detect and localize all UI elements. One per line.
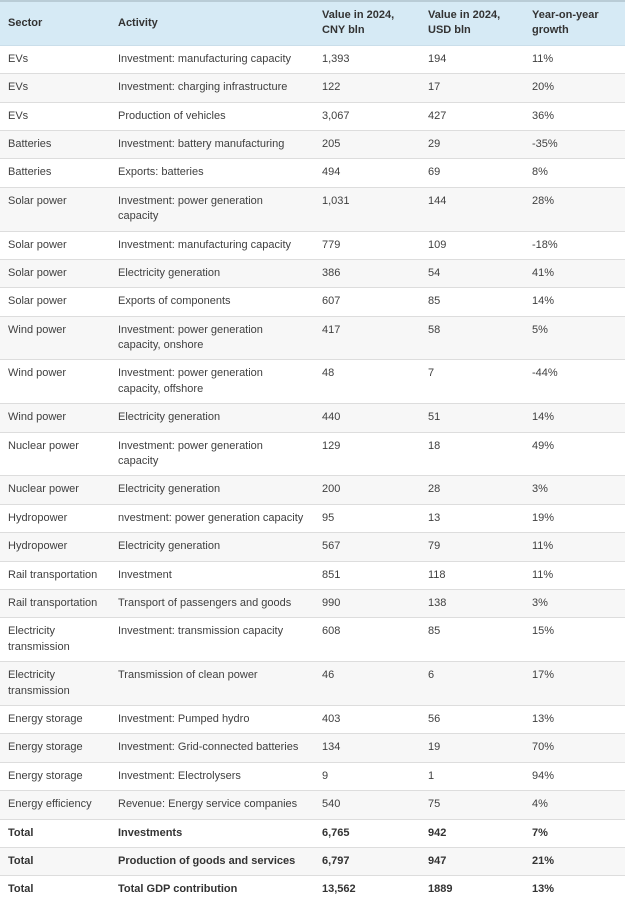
col-header-value-cny: Value in 2024, CNY bln: [314, 1, 420, 45]
cell-activity: Investment: battery manufacturing: [110, 130, 314, 158]
cell-activity: Investment: manufacturing capacity: [118, 52, 292, 65]
cell-sector: Electricity transmission: [0, 618, 110, 662]
cell-sector: Energy storage: [0, 762, 110, 790]
cell-activity: Investment: Electrolysers: [110, 762, 314, 790]
cell-value-cny: 540: [314, 791, 420, 819]
cell-yoy-growth: 11%: [532, 52, 554, 65]
cell-value-cny: 403: [314, 705, 420, 733]
cell-yoy-growth: 3%: [524, 476, 625, 504]
cell-value-cny: 129: [314, 432, 420, 476]
cell-activity: Transmission of clean power: [110, 662, 314, 706]
cell-activity: Revenue: Energy service companies: [110, 791, 314, 819]
cell-yoy-growth: 13%: [524, 705, 625, 733]
cell-value-cny: 851: [314, 561, 420, 589]
cell-sector: EVs: [8, 52, 29, 65]
cell-activity: Investments: [110, 819, 314, 847]
cell-activity: Transport of passengers and goods: [110, 589, 314, 617]
table-row: [0, 259, 625, 287]
cell-activity: Investment: Grid-connected batteries: [110, 734, 314, 762]
cell-value-usd: 18: [420, 432, 524, 476]
cell-value-usd: 144: [420, 187, 524, 231]
cell-value-cny: 46: [314, 662, 420, 706]
cell-yoy-growth: 14%: [524, 288, 625, 316]
cell-yoy-growth: 14%: [524, 404, 625, 432]
cell-sector: Solar power: [0, 187, 110, 231]
total-row: [0, 819, 625, 847]
cell-value-cny: 200: [314, 476, 420, 504]
cell-sector: EVs: [0, 74, 110, 102]
cell-activity: Investment: power generation capacity: [110, 432, 314, 476]
cell-yoy-growth: 94%: [524, 762, 625, 790]
cell-sector: Rail transportation: [0, 589, 110, 617]
cell-yoy-growth: 11%: [524, 561, 625, 589]
cell-value-usd: 194: [428, 52, 447, 65]
cell-value-cny: 990: [314, 589, 420, 617]
table-row: [0, 432, 625, 476]
cell-sector: Nuclear power: [0, 432, 110, 476]
cell-yoy-growth: 17%: [524, 662, 625, 706]
cell-yoy-growth: 3%: [524, 589, 625, 617]
cell-yoy-growth: -35%: [524, 130, 625, 158]
table-row: [0, 533, 625, 561]
cell-yoy-growth: 41%: [524, 259, 625, 287]
cell-value-usd: 85: [420, 288, 524, 316]
table-row: [0, 130, 625, 158]
cell-yoy-growth: 13%: [524, 876, 625, 904]
cell-sector: Wind power: [0, 404, 110, 432]
cell-value-usd: 79: [420, 533, 524, 561]
cell-yoy-growth: 4%: [524, 791, 625, 819]
cell-activity: Production of vehicles: [110, 102, 314, 130]
cell-value-cny: 417: [314, 316, 420, 360]
table-row: [0, 589, 625, 617]
col-header-sector: Sector: [0, 1, 110, 45]
cell-activity: Investment: transmission capacity: [110, 618, 314, 662]
cell-value-cny: 9: [314, 762, 420, 790]
table-body: [0, 45, 625, 903]
col-header-yoy-growth: Year-on-year growth: [524, 1, 625, 45]
cell-sector: Energy efficiency: [0, 791, 110, 819]
cell-value-cny: 95: [314, 504, 420, 532]
cell-activity: Production of goods and services: [110, 847, 314, 875]
cell-value-cny: 779: [314, 231, 420, 259]
cell-yoy-growth: 28%: [524, 187, 625, 231]
cell-value-cny: 607: [314, 288, 420, 316]
cell-value-cny: 567: [314, 533, 420, 561]
table-row: [0, 159, 625, 187]
cell-activity: Investment: [110, 561, 314, 589]
cell-value-usd: 427: [420, 102, 524, 130]
cell-value-usd: 17: [420, 74, 524, 102]
cell-value-cny: 1,393: [322, 52, 350, 65]
cell-sector: Total: [0, 847, 110, 875]
cell-value-usd: 942: [420, 819, 524, 847]
table-row: [0, 45, 625, 73]
cell-yoy-growth: 21%: [524, 847, 625, 875]
table-row: [0, 561, 625, 589]
cell-value-cny: 3,067: [314, 102, 420, 130]
cell-sector: Solar power: [0, 231, 110, 259]
cell-activity: Electricity generation: [110, 404, 314, 432]
cell-value-cny: 494: [314, 159, 420, 187]
cell-value-cny: 440: [314, 404, 420, 432]
cell-value-usd: 1889: [420, 876, 524, 904]
cell-activity: Investment: manufacturing capacity: [110, 231, 314, 259]
cell-activity: Investment: power generation capacity, onshore: [110, 316, 314, 360]
cell-activity: Electricity generation: [110, 533, 314, 561]
cell-sector: Energy storage: [0, 734, 110, 762]
cell-sector: Solar power: [0, 259, 110, 287]
cell-yoy-growth: 15%: [524, 618, 625, 662]
cell-value-usd: 58: [420, 316, 524, 360]
table-row: [0, 231, 625, 259]
cell-sector: Hydropower: [0, 504, 110, 532]
cell-value-usd: 69: [420, 159, 524, 187]
cell-value-cny: 13,562: [314, 876, 420, 904]
cell-sector: Batteries: [0, 159, 110, 187]
cell-sector: Electricity transmission: [0, 662, 110, 706]
total-row: [0, 876, 625, 904]
table-row: [0, 74, 625, 102]
cell-yoy-growth: -44%: [524, 360, 625, 404]
cell-sector: Wind power: [0, 316, 110, 360]
cell-activity: Investment: Pumped hydro: [110, 705, 314, 733]
cell-activity: nvestment: power generation capacity: [110, 504, 314, 532]
table-header: [0, 1, 625, 45]
col-header-value-usd: Value in 2024, USD bln: [420, 1, 524, 45]
cell-value-cny: 608: [314, 618, 420, 662]
cell-value-usd: 138: [420, 589, 524, 617]
cell-value-usd: 947: [420, 847, 524, 875]
cell-activity: Total GDP contribution: [110, 876, 314, 904]
table-row: [0, 476, 625, 504]
cell-value-usd: 56: [420, 705, 524, 733]
header-row: [0, 1, 625, 45]
table-row: [0, 187, 625, 231]
cell-sector: Solar power: [0, 288, 110, 316]
cell-activity: Investment: charging infrastructure: [110, 74, 314, 102]
cell-value-usd: 28: [420, 476, 524, 504]
cell-sector: Batteries: [0, 130, 110, 158]
table-row: [0, 734, 625, 762]
cell-sector: Rail transportation: [0, 561, 110, 589]
cell-yoy-growth: 19%: [524, 504, 625, 532]
cell-value-cny: 6,765: [314, 819, 420, 847]
cell-value-cny: 1,031: [314, 187, 420, 231]
cell-value-cny: 134: [314, 734, 420, 762]
cell-value-usd: 118: [420, 561, 524, 589]
cell-value-usd: 19: [420, 734, 524, 762]
cell-value-usd: 51: [420, 404, 524, 432]
cell-yoy-growth: 7%: [524, 819, 625, 847]
table-row: [0, 360, 625, 404]
col-header-activity: Activity: [110, 1, 314, 45]
table-row: [0, 791, 625, 819]
cell-value-usd: 54: [420, 259, 524, 287]
cell-yoy-growth: 36%: [524, 102, 625, 130]
cell-yoy-growth: 49%: [524, 432, 625, 476]
cell-yoy-growth: 70%: [524, 734, 625, 762]
table-row: [0, 288, 625, 316]
table-row: [0, 316, 625, 360]
cell-activity: Electricity generation: [110, 259, 314, 287]
cell-yoy-growth: 5%: [524, 316, 625, 360]
cell-value-usd: 29: [420, 130, 524, 158]
cell-value-usd: 7: [420, 360, 524, 404]
total-row: [0, 847, 625, 875]
cell-yoy-growth: 20%: [524, 74, 625, 102]
cell-value-usd: 13: [420, 504, 524, 532]
cell-value-usd: 1: [420, 762, 524, 790]
cell-activity: Electricity generation: [110, 476, 314, 504]
table-row: [0, 705, 625, 733]
cell-sector: Nuclear power: [0, 476, 110, 504]
cell-activity: Exports of components: [110, 288, 314, 316]
cell-activity: Exports: batteries: [110, 159, 314, 187]
cell-value-cny: 205: [314, 130, 420, 158]
cell-activity: Investment: power generation capacity, offshore: [110, 360, 314, 404]
table-row: [0, 662, 625, 706]
cell-value-usd: 85: [420, 618, 524, 662]
cell-sector: Hydropower: [0, 533, 110, 561]
cell-sector: Total: [0, 819, 110, 847]
cell-yoy-growth: 11%: [524, 533, 625, 561]
cell-sector: Energy storage: [0, 705, 110, 733]
table-row: [0, 762, 625, 790]
cell-value-cny: 6,797: [314, 847, 420, 875]
cell-value-usd: 6: [420, 662, 524, 706]
table-row: [0, 504, 625, 532]
cell-value-usd: 75: [420, 791, 524, 819]
cell-yoy-growth: 8%: [524, 159, 625, 187]
cell-value-cny: 48: [314, 360, 420, 404]
cell-yoy-growth: -18%: [524, 231, 625, 259]
cell-sector: Wind power: [0, 360, 110, 404]
cell-activity: Investment: power generation capacity: [110, 187, 314, 231]
cell-sector: Total: [0, 876, 110, 904]
table-row: [0, 618, 625, 662]
cell-value-cny: 122: [314, 74, 420, 102]
table-row: [0, 404, 625, 432]
cell-value-cny: 386: [314, 259, 420, 287]
cell-sector: EVs: [0, 102, 110, 130]
cell-value-usd: 109: [420, 231, 524, 259]
table-row: [0, 102, 625, 130]
